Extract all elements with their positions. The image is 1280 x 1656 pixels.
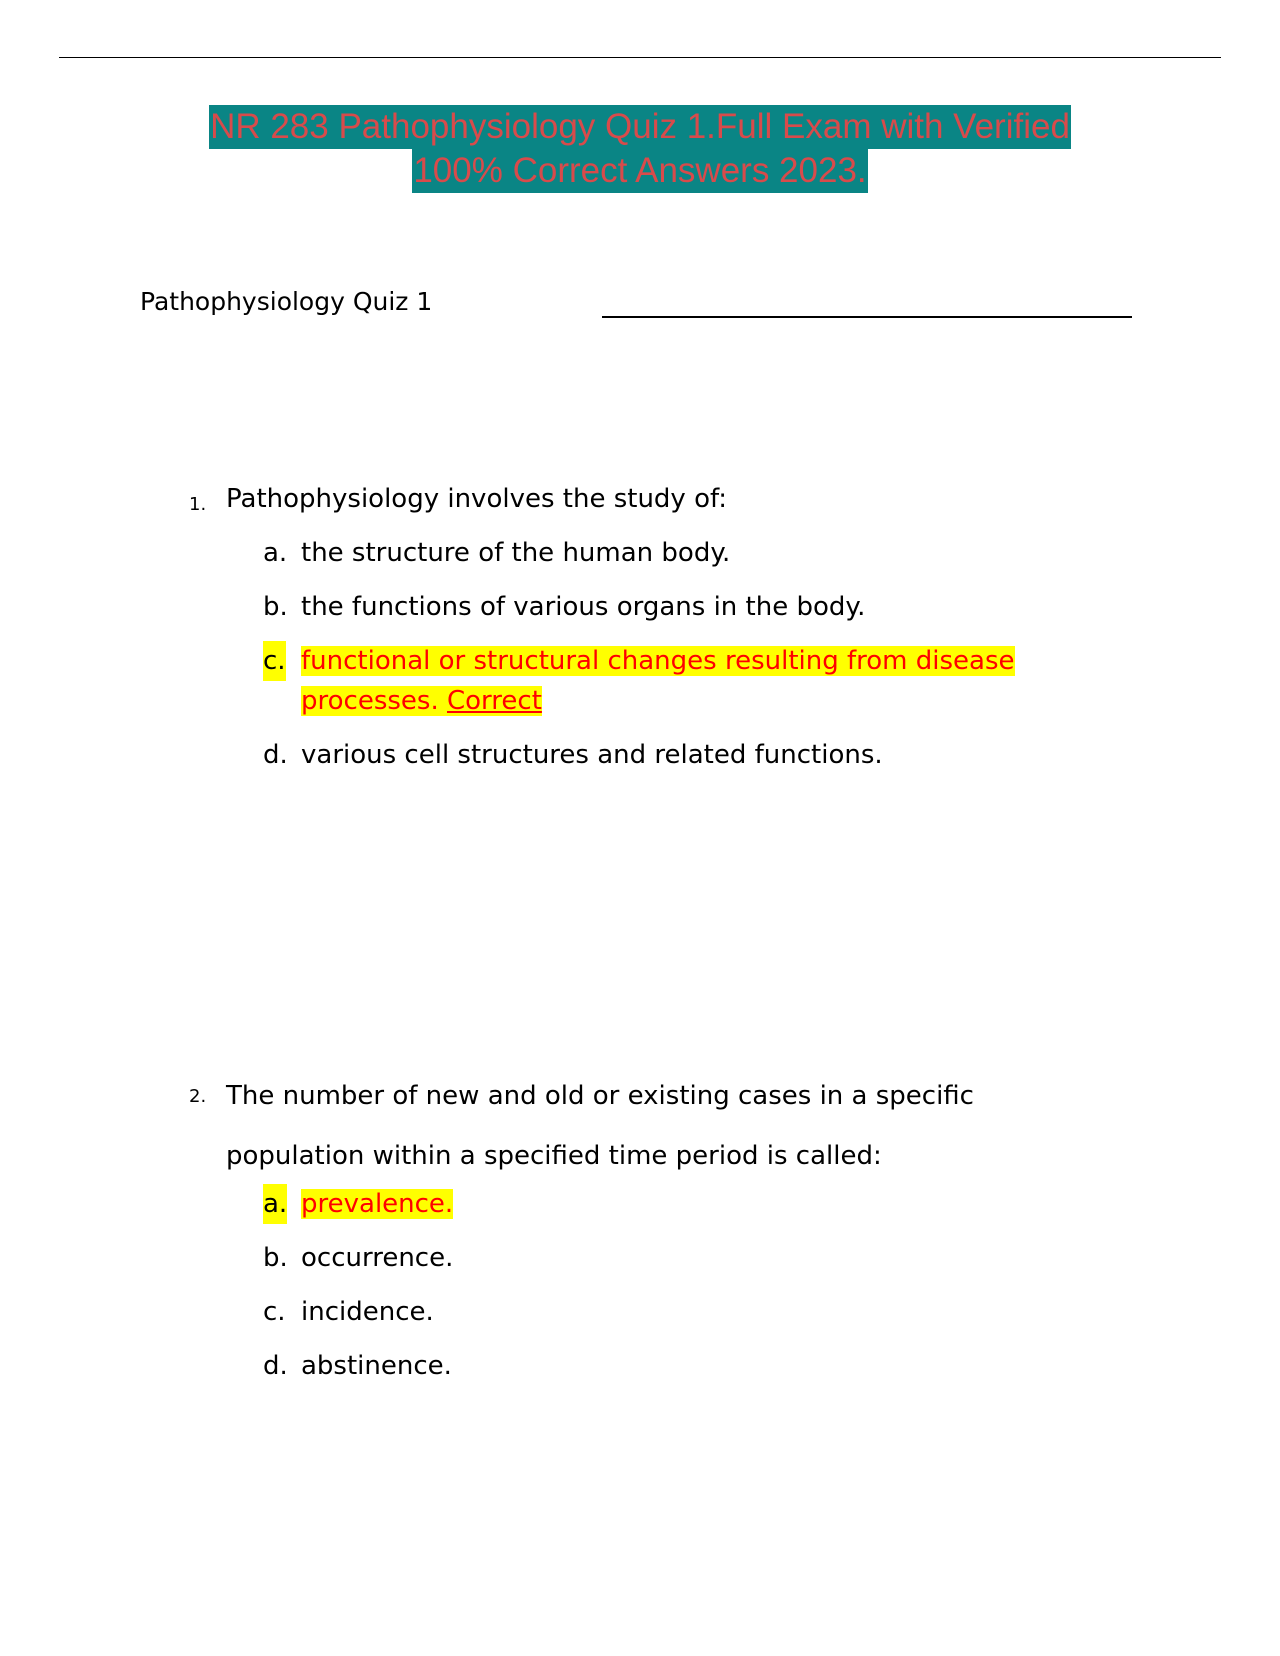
option-letter: b. (263, 592, 288, 622)
option-text-continuation: processes. (301, 686, 439, 716)
option-letter: d. (263, 740, 288, 770)
document-title (0, 105, 1280, 193)
option-c-correct (189, 641, 1089, 721)
option-letter: c. (263, 641, 286, 681)
question-number: 2. (189, 1086, 207, 1107)
option-text: functional or structural changes resulting from disease (301, 646, 1015, 676)
subtitle-row (140, 284, 1130, 324)
option-letter: b. (263, 1243, 288, 1273)
option-letter: c. (263, 1297, 286, 1327)
quiz-subtitle: Pathophysiology Quiz 1 (140, 287, 433, 316)
correct-marker: Correct (446, 686, 542, 716)
option-d (189, 735, 1089, 775)
question-text-line-1: The number of new and old or existing cases in a specific (226, 1081, 974, 1111)
title-line-2: 100% Correct Answers 2023. (412, 149, 867, 193)
option-text: prevalence. (301, 1189, 454, 1219)
option-c (189, 1292, 1089, 1332)
option-a-correct (189, 1184, 1089, 1224)
question-stem (189, 479, 1089, 519)
option-letter: a. (263, 538, 288, 568)
name-blank-line (602, 316, 1132, 318)
question-text-line-2: population within a specified time period is called: (226, 1141, 882, 1171)
answer-options (189, 1184, 1089, 1386)
question-stem (189, 1066, 1089, 1186)
option-letter: d. (263, 1351, 288, 1381)
option-text: abstinence. (301, 1351, 452, 1381)
answer-options (189, 533, 1089, 775)
option-d (189, 1346, 1089, 1386)
option-text: incidence. (301, 1297, 434, 1327)
question-text: Pathophysiology involves the study of: (226, 484, 727, 514)
option-b (189, 1238, 1089, 1278)
option-text: occurrence. (301, 1243, 454, 1273)
option-b (189, 587, 1089, 627)
option-text: various cell structures and related functions. (301, 740, 883, 770)
option-text: the functions of various organs in the body. (301, 592, 866, 622)
header-rule (59, 57, 1221, 58)
question-number: 1. (189, 494, 207, 515)
option-continuation (301, 686, 542, 716)
option-a (189, 533, 1089, 573)
question-1 (189, 479, 1089, 775)
option-letter: a. (263, 1184, 287, 1224)
option-text: the structure of the human body. (301, 538, 731, 568)
question-2 (189, 1066, 1089, 1386)
title-line-1: NR 283 Pathophysiology Quiz 1.Full Exam with Verified (209, 105, 1071, 149)
